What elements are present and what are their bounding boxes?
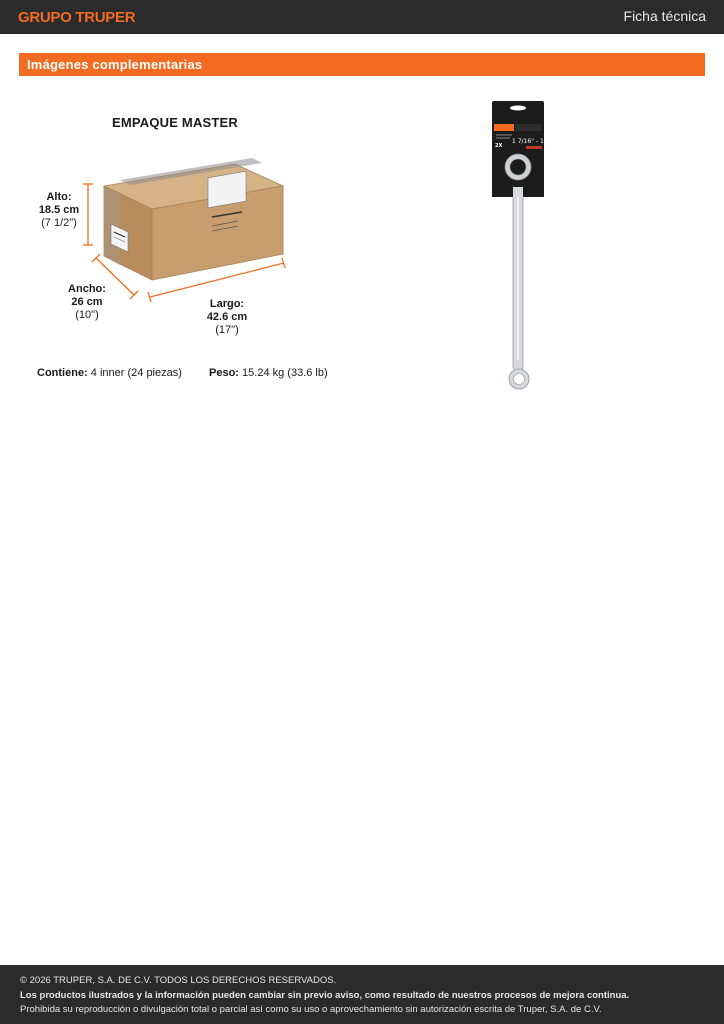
- blister-card: [492, 101, 558, 197]
- width-imperial: (10"): [75, 309, 99, 321]
- width-label: Ancho:: [68, 283, 106, 295]
- section-header: [19, 53, 705, 76]
- height-imperial: (7 1/2"): [41, 217, 77, 229]
- width-dimension: [52, 283, 122, 322]
- contents-info: [37, 367, 182, 379]
- master-pack-title: EMPAQUE MASTER: [111, 115, 239, 130]
- wrench-product-illustration: [480, 95, 560, 395]
- card-size-text: 1 7/16" - 1 5/8": [512, 138, 559, 145]
- height-dimension: [24, 191, 94, 230]
- length-label: Largo:: [209, 298, 245, 310]
- footer-notice: Los productos ilustrados y la información pueden cambiar sin previo aviso, como resultado de nuestros procesos de mejora continua.: [20, 990, 630, 1001]
- card-badge: 2X: [495, 143, 503, 149]
- height-metric: 18.5 cm: [38, 204, 80, 216]
- footer-copyright: © 2026 TRUPER, S.A. DE C.V. TODOS LOS DERECHOS RESERVADOS.: [20, 975, 337, 986]
- section-title: Imágenes complementarias: [27, 57, 203, 72]
- weight-info: [209, 367, 328, 379]
- length-metric: 42.6 cm: [206, 311, 248, 323]
- footer-rights: Prohibida su reproducción o divulgación total o parcial así como su uso o aprovechamiento sin autorización escrita de Truper, S.A. de C.V.: [20, 1004, 602, 1015]
- height-label: Alto:: [46, 191, 72, 203]
- length-dimension: [192, 298, 262, 337]
- width-metric: 26 cm: [71, 296, 103, 308]
- contents-label: Contiene:: [37, 367, 88, 379]
- cardboard-box: [104, 158, 283, 280]
- document-type-label: Ficha técnica: [623, 8, 706, 24]
- brand-logo: GRUPO TRUPER: [18, 9, 136, 26]
- product-image: [480, 95, 560, 395]
- master-pack-panel: [20, 100, 340, 400]
- weight-label: Peso:: [209, 367, 239, 379]
- length-imperial: (17"): [215, 324, 239, 336]
- footer: [0, 965, 724, 1024]
- contents-value: 4 inner (24 piezas): [90, 367, 182, 379]
- wrench-bottom-ring: [509, 369, 529, 389]
- top-bar: [0, 0, 724, 34]
- weight-value: 15.24 kg (33.6 lb): [242, 367, 328, 379]
